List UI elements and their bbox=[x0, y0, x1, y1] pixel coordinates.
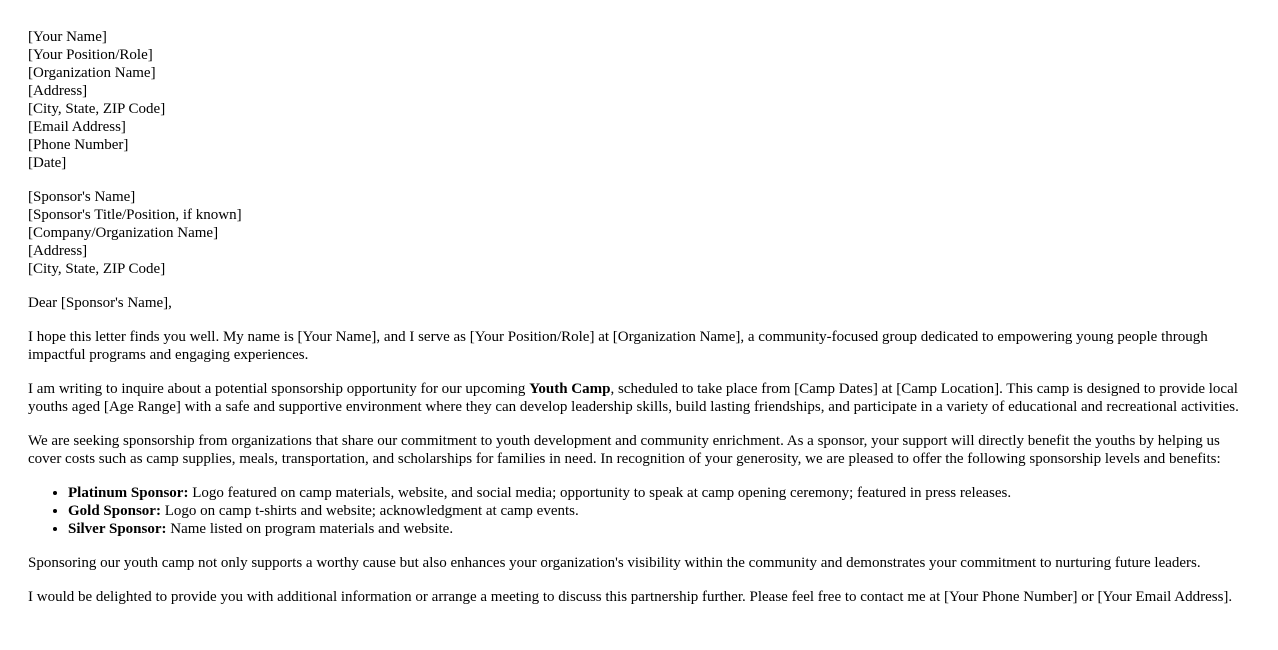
recipient-address: [Address] bbox=[28, 243, 88, 259]
recipient-address-block bbox=[28, 188, 1248, 278]
recipient-city-state-zip: [City, State, ZIP Code] bbox=[28, 261, 166, 277]
level-benefits: Logo featured on camp materials, website, and social media; opportunity to speak at camp opening ceremony; featured in press releases. bbox=[188, 485, 1012, 501]
sender-address: [Address] bbox=[28, 83, 88, 99]
benefit-paragraph: Sponsoring our youth camp not only supports a worthy cause but also enhances your organization's visibility within the community and demonstrates your commitment to nurturing future leaders. bbox=[28, 555, 1201, 571]
camp-paragraph-text-start: I am writing to inquire about a potential sponsorship opportunity for our upcoming bbox=[28, 381, 530, 397]
salutation: Dear [Sponsor's Name], bbox=[28, 295, 172, 311]
contact-paragraph: I would be delighted to provide you with additional information or arrange a meeting to discuss this partnership further. Please feel free to contact me at [Your Phone Number] or [Your Email Address]. bbox=[28, 589, 1233, 605]
level-name: Platinum Sponsor: bbox=[68, 485, 189, 501]
sender-address-block bbox=[28, 28, 1248, 172]
list-item-platinum bbox=[68, 484, 1248, 502]
recipient-organization: [Company/Organization Name] bbox=[28, 225, 219, 241]
sponsorship-levels-list bbox=[28, 484, 1248, 538]
level-benefits: Logo on camp t-shirts and website; acknowledgment at camp events. bbox=[160, 503, 579, 519]
sender-email: [Email Address] bbox=[28, 119, 126, 135]
camp-paragraph bbox=[28, 380, 1248, 416]
sender-phone: [Phone Number] bbox=[28, 137, 129, 153]
letter-date: [Date] bbox=[28, 155, 67, 171]
sponsorship-paragraph: We are seeking sponsorship from organizations that share our commitment to youth development and community enrichment. As a sponsor, your support will directly benefit the youths by helping us cover costs such as camp supplies, meals, transportation, and scholarships for families in need. In recognition of your generosity, we are pleased to offer the following sponsorship levels and benefits: bbox=[28, 433, 1221, 467]
sender-position: [Your Position/Role] bbox=[28, 47, 153, 63]
level-name: Gold Sponsor: bbox=[68, 503, 161, 519]
sender-organization: [Organization Name] bbox=[28, 65, 156, 81]
recipient-title: [Sponsor's Title/Position, if known] bbox=[28, 207, 242, 223]
recipient-name: [Sponsor's Name] bbox=[28, 189, 136, 205]
sender-name: [Your Name] bbox=[28, 29, 107, 45]
list-item-silver bbox=[68, 520, 1248, 538]
camp-name: Youth Camp bbox=[529, 381, 611, 397]
level-benefits: Name listed on program materials and website. bbox=[166, 521, 454, 537]
sender-city-state-zip: [City, State, ZIP Code] bbox=[28, 101, 166, 117]
list-item-gold bbox=[68, 502, 1248, 520]
intro-paragraph: I hope this letter finds you well. My name is [Your Name], and I serve as [Your Position/Role] at [Organization Name], a community-focused group dedicated to empowering young people through impactful programs and engaging experiences. bbox=[28, 329, 1208, 363]
level-name: Silver Sponsor: bbox=[68, 521, 167, 537]
letter-document bbox=[28, 28, 1248, 622]
camp-paragraph-text-end: , scheduled to take place from [Camp Dates] at [Camp Location]. This camp is designed to provide local youths aged [Age Range] with a safe and supportive environment where they can develop leadership skills, build lasting friendships, and participate in a variety of educational and recreational activities. bbox=[28, 381, 1239, 415]
